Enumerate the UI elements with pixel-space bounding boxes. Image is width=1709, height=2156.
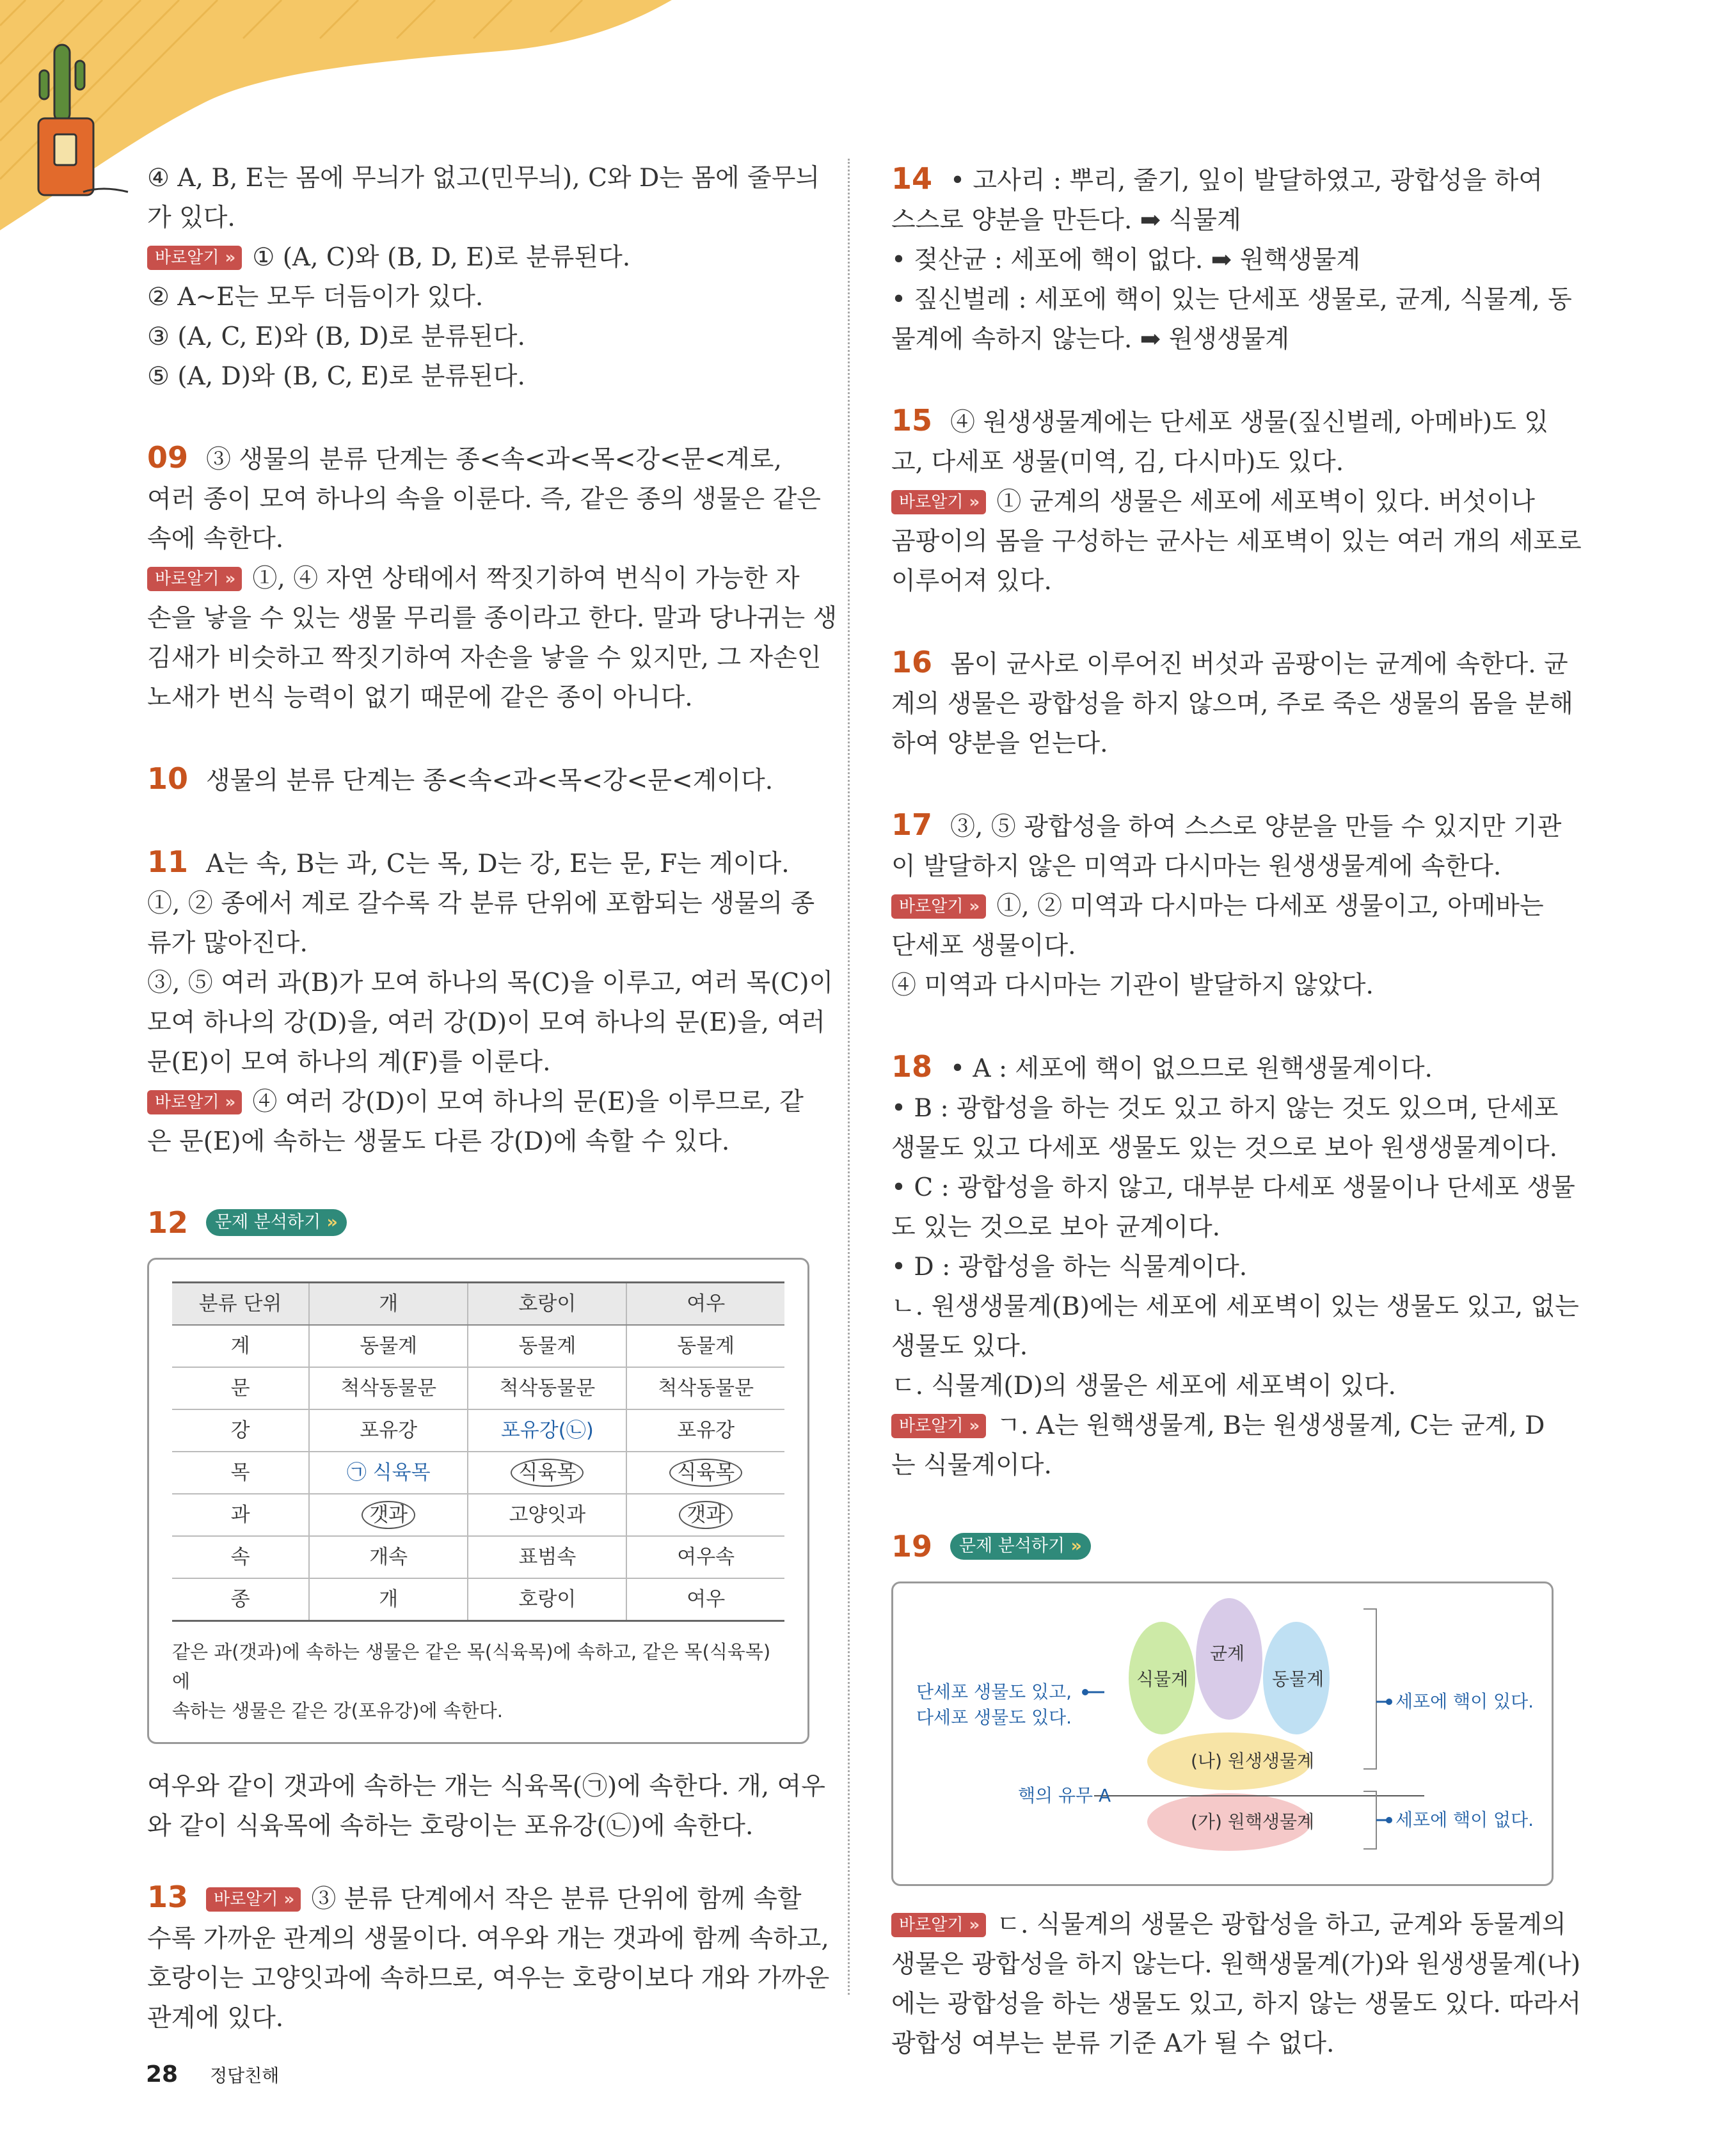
table-cell	[468, 1452, 626, 1494]
text-line	[891, 159, 1554, 201]
table-header: 여우	[626, 1283, 784, 1326]
text-line: ⑤ (A, D)와 (B, C, E)로 분류된다.	[147, 362, 525, 391]
text-line: 여러 종이 모여 하나의 속을 이룬다. 즉, 같은 종의 생물은 같은	[147, 485, 821, 514]
page-footer	[146, 2061, 279, 2088]
text-line: 김새가 비슷하고 짝짓기하여 자손을 낳을 수 있지만, 그 자손인	[147, 644, 822, 672]
table-cell: 문	[172, 1367, 309, 1409]
text-line: 문(E)이 모여 하나의 계(F)를 이룬다.	[147, 1048, 551, 1077]
table-cell: 여우	[626, 1578, 784, 1621]
text-line	[147, 559, 809, 599]
table-cell: 속	[172, 1536, 309, 1578]
table-cell: 척삭동물문	[468, 1367, 626, 1409]
text-line	[891, 642, 1568, 685]
table-cell	[626, 1452, 784, 1494]
animal-label: 동물계	[1272, 1669, 1324, 1690]
table-cell: 동물계	[626, 1325, 784, 1367]
table-cell: ㉠ 식육목	[309, 1452, 468, 1494]
table-cell: 동물계	[468, 1325, 626, 1367]
text-line	[147, 1082, 809, 1122]
table-row	[172, 1536, 784, 1578]
text-line	[891, 1526, 1554, 1569]
text-line	[147, 759, 809, 801]
classification-table	[172, 1281, 784, 1622]
table-row	[172, 1325, 784, 1367]
answer-09	[147, 438, 838, 718]
text-line: ③ (A, C, E)와 (B, D)로 분류된다.	[147, 322, 525, 351]
text-line: 도 있는 것으로 보아 균계이다.	[891, 1213, 1221, 1242]
text-line: 와 같이 식육목에 속하는 호랑이는 포유강(㉡)에 속한다.	[147, 1812, 754, 1841]
question-number: 11	[147, 844, 189, 879]
text-line: ㄷ. 식물계(D)의 생물은 세포에 세포벽이 있다.	[891, 1372, 1396, 1400]
answer-10	[147, 759, 809, 801]
answer-13	[147, 1877, 830, 2038]
text-line: 관계에 있다.	[147, 2004, 284, 2033]
text-line: 는 식물계이다.	[891, 1451, 1052, 1480]
text-line: ④ A, B, E는 몸에 무늬가 없고(민무늬), C와 D는 몸에 줄무늬	[147, 164, 820, 193]
table-cell	[626, 1494, 784, 1536]
text-line: • 젖산균 : 세포에 핵이 없다. ➡ 원핵생물계	[891, 246, 1361, 274]
text-line: • 짚신벌레 : 세포에 핵이 있는 단세포 생물로, 균계, 식물계, 동	[891, 285, 1572, 314]
text-span: • 고사리 : 뿌리, 줄기, 잎이 발달하였고, 광합성을 하여	[950, 166, 1543, 195]
text-line: 에는 광합성을 하는 생물도 있고, 하지 않는 생물도 있다. 따라서	[891, 1990, 1582, 2018]
text-span: ③, ⑤ 광합성을 하여 스스로 양분을 만들 수 있지만 기관	[950, 812, 1562, 841]
text-span: ㄱ. A는 원핵생물계, B는 원생생물계, C는 균계, D	[996, 1411, 1545, 1440]
question-number: 16	[891, 645, 933, 679]
text-line: 이루어져 있다.	[891, 567, 1052, 596]
table-cell: 과	[172, 1494, 309, 1536]
text-line: 하여 양분을 얻는다.	[891, 729, 1108, 758]
left-note-line: 단세포 생물도 있고,	[916, 1681, 1072, 1702]
text-line: 은 문(E)에 속하는 생물도 다른 강(D)에 속할 수 있다.	[147, 1127, 730, 1156]
table-cell: 여우속	[626, 1536, 784, 1578]
table-cell: 척삭동물문	[309, 1367, 468, 1409]
text-line	[147, 1877, 809, 1919]
answer-17	[891, 805, 1562, 1006]
text-line: 수록 가까운 관계의 생물이다. 여우와 개는 갯과에 함께 속하고,	[147, 1924, 829, 1953]
answer-15	[891, 400, 1582, 601]
text-line: 광합성 여부는 분류 기준 A가 될 수 없다.	[891, 2029, 1335, 2058]
protist-label: (나) 원생생물계	[1191, 1750, 1315, 1772]
kingdom-diagram-shapes	[893, 1583, 1552, 1880]
correction-tag: 바로알기 »	[891, 1414, 986, 1438]
circled-cell: 갯과	[362, 1501, 415, 1529]
bracket-top	[1363, 1609, 1376, 1769]
table-cell: 고양잇과	[468, 1494, 626, 1536]
left-column	[147, 159, 838, 2079]
text-span: ③ 분류 단계에서 작은 분류 단위에 함께 속할	[311, 1885, 802, 1914]
circled-cell: 갯과	[679, 1501, 733, 1529]
text-line: • D : 광합성을 하는 식물계이다.	[891, 1253, 1248, 1281]
text-line: ② A~E는 모두 더듬이가 있다.	[147, 283, 484, 312]
footer-label: 정답친해	[210, 2065, 280, 2086]
question-number: 09	[147, 440, 189, 475]
right-bottom-label: 세포에 핵이 없다.	[1395, 1809, 1534, 1830]
table-cell: 계	[172, 1325, 309, 1367]
text-line	[147, 238, 809, 278]
correction-tag: 바로알기 »	[891, 1913, 986, 1937]
fungi-label: 균계	[1210, 1643, 1245, 1664]
text-line: 생물도 있고 다세포 생물도 있는 것으로 보아 원생생물계이다.	[891, 1134, 1558, 1162]
table-row	[172, 1367, 784, 1409]
question-number: 12	[147, 1205, 189, 1240]
analysis-tag: 문제 분석하기 »	[950, 1533, 1091, 1560]
answer-11	[147, 842, 834, 1162]
table-cell: 종	[172, 1578, 309, 1621]
answer-19	[891, 1526, 1582, 2064]
text-line: 계의 생물은 광합성을 하지 않으며, 주로 죽은 생물의 몸을 분해	[891, 690, 1573, 718]
question-number: 10	[147, 761, 189, 796]
text-line	[891, 887, 1554, 926]
table-row	[172, 1452, 784, 1494]
correction-tag: 바로알기 »	[891, 894, 986, 919]
answer-14	[891, 159, 1572, 360]
page-number: 28	[146, 2061, 179, 2088]
text-line	[147, 842, 809, 884]
right-top-label: 세포에 핵이 있다.	[1395, 1691, 1534, 1712]
text-line: 여우와 같이 갯과에 속하는 개는 식육목(㉠)에 속한다. 개, 여우	[147, 1772, 825, 1801]
correction-tag: 바로알기 »	[891, 490, 986, 514]
table-cell: 포유강	[626, 1409, 784, 1452]
text-line: • B : 광합성을 하는 것도 있고 하지 않는 것도 있으며, 단세포	[891, 1094, 1559, 1123]
text-line: 단세포 생물이다.	[891, 931, 1076, 960]
text-line: 손을 낳을 수 있는 생물 무리를 종이라고 한다. 말과 당나귀는 생	[147, 604, 838, 633]
note-line: 같은 과(갯과)에 속하는 생물은 같은 목(식육목)에 속하고, 같은 목(식육목)에	[172, 1641, 771, 1692]
table-note	[172, 1637, 784, 1725]
text-line: 생물은 광합성을 하지 않는다. 원핵생물계(가)와 원생생물계(나)	[891, 1950, 1581, 1979]
text-line	[891, 482, 1554, 522]
table-cell: 개	[309, 1578, 468, 1621]
table-cell: 개속	[309, 1536, 468, 1578]
table-cell: 포유강	[309, 1409, 468, 1452]
question-number: 14	[891, 161, 933, 196]
text-line	[891, 1406, 1554, 1446]
answer-12	[147, 1203, 825, 1846]
text-span: 몸이 균사로 이루어진 버섯과 곰팡이는 균계에 속한다. 균	[950, 650, 1568, 679]
text-span: ①, ② 미역과 다시마는 다세포 생물이고, 아메바는	[996, 892, 1544, 921]
text-line: ㄴ. 원생생물계(B)에는 세포에 세포벽이 있는 생물도 있고, 없는	[891, 1292, 1579, 1321]
table-header: 개	[309, 1283, 468, 1326]
text-span: ①, ④ 자연 상태에서 짝짓기하여 번식이 가능한 자	[252, 564, 800, 593]
table-cell: 척삭동물문	[626, 1367, 784, 1409]
text-line	[891, 1905, 1566, 1945]
text-line: 이 발달하지 않은 미역과 다시마는 원생생물계에 속한다.	[891, 852, 1502, 881]
table-row	[172, 1494, 784, 1536]
table-row	[172, 1578, 784, 1621]
correction-tag: 바로알기 »	[147, 246, 242, 270]
text-span: ④ 여러 강(D)이 모여 하나의 문(E)을 이루므로, 같	[252, 1088, 804, 1116]
prokaryote-label: (가) 원핵생물계	[1191, 1811, 1315, 1832]
text-line: 속에 속한다.	[147, 525, 284, 553]
text-line: ④ 미역과 다시마는 기관이 발달하지 않았다.	[891, 971, 1374, 1000]
question-number: 18	[891, 1049, 933, 1084]
text-span: ㄷ. 식물계의 생물은 광합성을 하고, 균계와 동물계의	[996, 1910, 1566, 1939]
text-line: 고, 다세포 생물(미역, 김, 다시마)도 있다.	[891, 448, 1344, 477]
correction-tag: 바로알기 »	[206, 1887, 301, 1912]
question-number: 19	[891, 1529, 933, 1564]
text-span: A는 속, B는 과, C는 목, D는 강, E는 문, F는 계이다.	[206, 850, 790, 878]
table-cell	[309, 1494, 468, 1536]
text-line: 생물도 있다.	[891, 1332, 1028, 1361]
table-header: 분류 단위	[172, 1283, 309, 1326]
answer-08	[147, 159, 820, 397]
table-cell: 표범속	[468, 1536, 626, 1578]
column-divider	[848, 159, 850, 1995]
circled-cell: 식육목	[669, 1459, 742, 1487]
table-header: 호랑이	[468, 1283, 626, 1326]
text-line: ①, ② 종에서 계로 갈수록 각 분류 단위에 포함되는 생물의 종	[147, 889, 815, 918]
correction-tag: 바로알기 »	[147, 567, 242, 591]
bracket-bottom	[1363, 1791, 1376, 1849]
text-line	[891, 400, 1554, 443]
table-cell: 호랑이	[468, 1578, 626, 1621]
text-line: 모여 하나의 강(D)을, 여러 강(D)이 모여 하나의 문(E)을, 여러	[147, 1008, 825, 1037]
text-span: ① 균계의 생물은 세포에 세포벽이 있다. 버섯이나	[996, 487, 1535, 516]
table-cell: 포유강(㉡)	[468, 1409, 626, 1452]
text-span: 생물의 분류 단계는 종<속<과<목<강<문<계이다.	[206, 766, 774, 795]
answer-18	[891, 1047, 1579, 1486]
question-number: 13	[147, 1880, 189, 1914]
kingdom-diagram	[891, 1581, 1554, 1886]
table-cell: 목	[172, 1452, 309, 1494]
correction-tag: 바로알기 »	[147, 1090, 242, 1114]
text-span: ④ 원생생물계에는 단세포 생물(짚신벌레, 아메바)도 있	[950, 408, 1548, 437]
circled-cell: 식육목	[511, 1459, 584, 1487]
plant-label: 식물계	[1136, 1669, 1189, 1690]
nucleus-label: 핵의 유무 A	[1018, 1785, 1111, 1806]
table-row	[172, 1409, 784, 1452]
text-line: • C : 광합성을 하지 않고, 대부분 다세포 생물이나 단세포 생물	[891, 1173, 1575, 1202]
text-span: ③ 생물의 분류 단계는 종<속<과<목<강<문<계로,	[206, 445, 782, 474]
left-note-line: 다세포 생물도 있다.	[916, 1707, 1072, 1728]
text-line: 곰팡이의 몸을 구성하는 균사는 세포벽이 있는 여러 개의 세포로	[891, 527, 1582, 556]
question-number: 15	[891, 403, 933, 438]
text-line	[147, 438, 809, 480]
text-span: ① (A, C)와 (B, D, E)로 분류된다.	[252, 243, 631, 272]
table-cell: 동물계	[309, 1325, 468, 1367]
question-number: 17	[891, 807, 933, 842]
text-line: 노새가 번식 능력이 없기 때문에 같은 종이 아니다.	[147, 683, 693, 712]
text-line: ③, ⑤ 여러 과(B)가 모여 하나의 목(C)을 이루고, 여러 목(C)이	[147, 969, 834, 997]
text-line: 가 있다.	[147, 203, 235, 232]
answer-16	[891, 642, 1573, 764]
text-line: 스스로 양분을 만든다. ➡ 식물계	[891, 206, 1241, 235]
text-line	[891, 1047, 1554, 1089]
analysis-tag: 문제 분석하기 »	[206, 1209, 347, 1236]
text-line	[147, 1203, 809, 1245]
note-line: 속하는 생물은 같은 강(포유강)에 속한다.	[172, 1700, 503, 1722]
right-column	[891, 159, 1582, 2105]
text-line: 류가 많아진다.	[147, 929, 308, 958]
classification-table-box	[147, 1258, 809, 1744]
text-span: • A : 세포에 핵이 없으므로 원핵생물계이다.	[950, 1054, 1433, 1083]
text-line: 호랑이는 고양잇과에 속하므로, 여우는 호랑이보다 개와 가까운	[147, 1964, 830, 1993]
table-cell: 강	[172, 1409, 309, 1452]
text-line: 물계에 속하지 않는다. ➡ 원생생물계	[891, 325, 1290, 354]
text-line	[891, 805, 1562, 847]
